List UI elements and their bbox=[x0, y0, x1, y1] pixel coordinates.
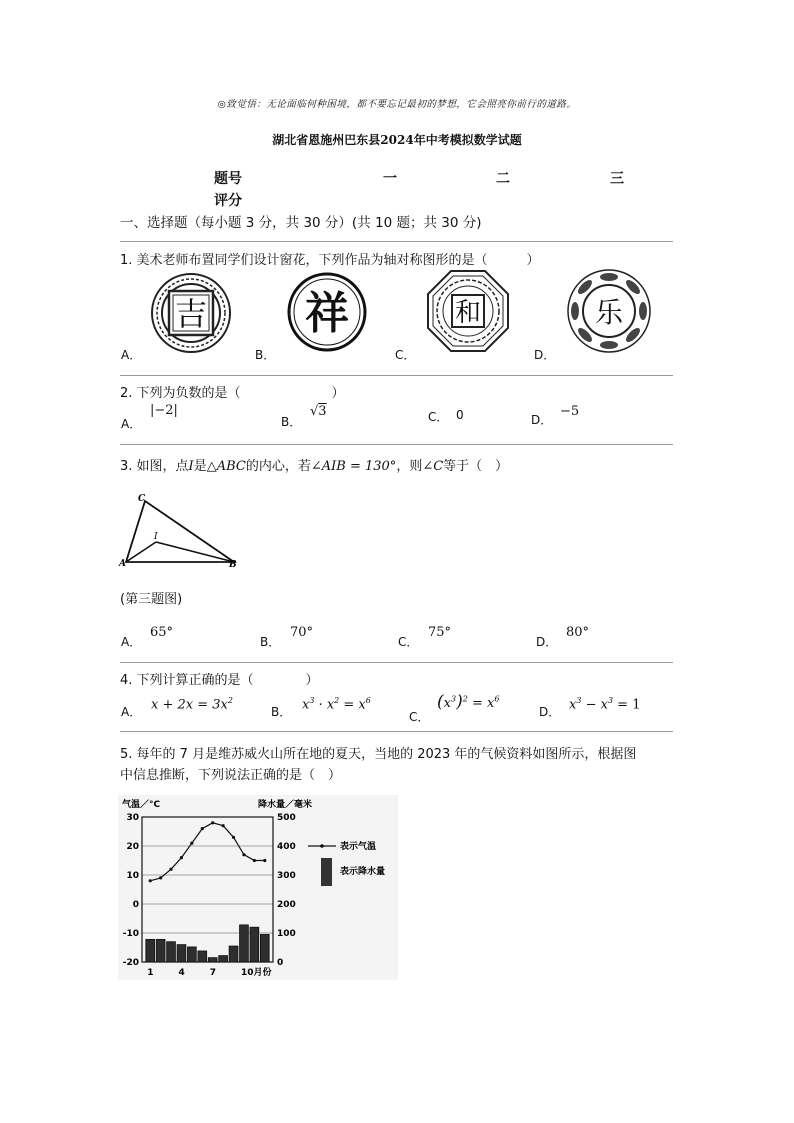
precipitation-bar bbox=[187, 947, 196, 962]
right-tick-label: 0 bbox=[277, 958, 284, 968]
q3-text-3: 的内心，若 bbox=[245, 459, 311, 474]
precipitation-bar bbox=[198, 951, 207, 962]
q3-text-2: 是 bbox=[193, 459, 207, 474]
q2-option-d-value: −5 bbox=[560, 404, 580, 419]
right-tick-label: 300 bbox=[277, 871, 296, 881]
paper-cut-xiang-icon bbox=[287, 272, 367, 352]
precipitation-bar bbox=[167, 942, 176, 962]
score-col-2: 二 bbox=[496, 171, 510, 187]
divider bbox=[120, 375, 673, 376]
legend-line-marker bbox=[320, 844, 324, 848]
label-i: I bbox=[154, 532, 158, 542]
score-row-label-score: 评分 bbox=[214, 193, 242, 209]
x-tick-label: 1 bbox=[147, 968, 154, 978]
precipitation-bar bbox=[146, 939, 155, 962]
question-1-stem: 1. 美术老师布置同学们设计窗花，下列作品为轴对称图形的是（ ） bbox=[120, 253, 540, 268]
legend-bar-swatch bbox=[321, 858, 332, 886]
left-tick-label: 30 bbox=[126, 813, 139, 823]
left-tick-label: 0 bbox=[132, 900, 139, 910]
question-4-stem: 4. 下列计算正确的是（ ） bbox=[120, 673, 319, 688]
temperature-point bbox=[159, 876, 162, 879]
precipitation-bar bbox=[219, 956, 228, 962]
score-col-3: 三 bbox=[610, 171, 624, 187]
temperature-point bbox=[149, 879, 152, 882]
q3-option-a-value: 65° bbox=[150, 625, 174, 640]
left-tick-label: 10 bbox=[126, 871, 139, 881]
q4-option-a-expr: $x + 2x = 3x^2$ bbox=[151, 696, 233, 713]
q3-text-4: ，则 bbox=[396, 459, 423, 474]
q3-triangle: △ABC bbox=[206, 459, 246, 474]
right-tick-label: 500 bbox=[277, 813, 296, 823]
precipitation-bar bbox=[156, 939, 165, 962]
section-heading: 一、选择题（每小题 3 分，共 30 分）(共 10 题；共 30 分) bbox=[120, 215, 482, 231]
q3-option-d-label[interactable]: D． bbox=[536, 635, 558, 649]
q4-option-a-label[interactable]: A． bbox=[121, 705, 142, 719]
question-3-stem bbox=[120, 455, 508, 474]
score-row-label-number: 题号 bbox=[214, 171, 242, 187]
q3-point-i: I bbox=[188, 459, 194, 474]
q2-option-b-value: √3 bbox=[310, 404, 327, 419]
temperature-point bbox=[180, 856, 183, 859]
question-5-stem-line1: 5. 每年的 7 月是维苏威火山所在地的夏天，当地的 2023 年的气候资料如图所示，根据图 bbox=[120, 747, 637, 762]
left-tick-label: -20 bbox=[122, 958, 139, 968]
climate-chart bbox=[118, 795, 398, 980]
question-5-stem-line2: 中信息推断，下列说法正确的是（ ） bbox=[120, 768, 342, 783]
right-axis-label: 降水量／毫米 bbox=[258, 800, 313, 810]
precipitation-bar bbox=[208, 958, 217, 962]
label-b: B bbox=[229, 560, 237, 570]
paper-cut-he-icon bbox=[426, 269, 510, 353]
precipitation-bar bbox=[229, 946, 238, 962]
legend-line-label: 表示气温 bbox=[340, 842, 377, 852]
divider bbox=[120, 444, 673, 445]
q2-option-c-value: 0 bbox=[456, 408, 464, 422]
right-tick-label: 100 bbox=[277, 929, 296, 939]
precipitation-bar bbox=[240, 925, 249, 962]
q2-option-a-value: |−2| bbox=[150, 403, 178, 418]
temperature-point bbox=[201, 827, 204, 830]
q4-option-d-expr: $x^3 - x^3 = 1$ bbox=[569, 696, 641, 713]
figure-caption: (第三题图) bbox=[120, 592, 183, 607]
paper-cut-le-icon bbox=[566, 268, 652, 354]
q4-option-c-label[interactable]: C． bbox=[409, 710, 430, 724]
right-tick-label: 400 bbox=[277, 842, 296, 852]
legend-bar-label: 表示降水量 bbox=[340, 867, 386, 877]
label-c: C bbox=[138, 494, 146, 504]
q2-option-a-label[interactable]: A． bbox=[121, 417, 142, 431]
temperature-point bbox=[211, 821, 214, 824]
q1-option-c[interactable]: C． bbox=[395, 348, 416, 362]
temperature-point bbox=[253, 859, 256, 862]
divider bbox=[120, 662, 673, 663]
x-tick-label: 4 bbox=[178, 968, 185, 978]
x-tick-label: 7 bbox=[209, 968, 216, 978]
left-axis-label: 气温／°C bbox=[122, 800, 161, 810]
label-a: A bbox=[119, 559, 126, 569]
q2-option-d-label[interactable]: D． bbox=[531, 413, 553, 427]
paper-cut-ji-icon bbox=[150, 272, 232, 354]
q3-option-d-value: 80° bbox=[566, 625, 590, 640]
temperature-point bbox=[222, 824, 225, 827]
paper-cut-char-2: 祥 bbox=[305, 288, 349, 339]
q3-asked-angle: ∠C bbox=[422, 459, 444, 474]
left-tick-label: 20 bbox=[126, 842, 139, 852]
precipitation-bar bbox=[260, 934, 269, 962]
divider bbox=[120, 241, 673, 242]
precipitation-bar bbox=[250, 927, 259, 962]
temperature-point bbox=[242, 853, 245, 856]
q4-option-b-label[interactable]: B． bbox=[271, 705, 292, 719]
motto-line: ◎致觉悟：无论面临何种困境，都不要忘记最初的梦想，它会照亮你前行的道路。 bbox=[217, 99, 577, 110]
q3-option-b-label[interactable]: B． bbox=[260, 635, 281, 649]
temperature-point bbox=[232, 836, 235, 839]
q2-option-b-label[interactable]: B． bbox=[281, 415, 302, 429]
q3-option-b-value: 70° bbox=[290, 625, 314, 640]
score-col-1: 一 bbox=[383, 171, 397, 187]
paper-cut-char-3: 和 bbox=[454, 298, 482, 328]
temperature-point bbox=[190, 842, 193, 845]
q1-option-d[interactable]: D． bbox=[534, 348, 556, 362]
paper-cut-char-4: 乐 bbox=[594, 296, 624, 329]
precipitation-bar bbox=[177, 945, 186, 962]
q3-option-c-value: 75° bbox=[428, 625, 452, 640]
q2-option-c-label[interactable]: C． bbox=[428, 410, 449, 424]
q1-option-b[interactable]: B． bbox=[255, 348, 276, 362]
triangle-figure bbox=[116, 490, 246, 570]
divider bbox=[120, 731, 673, 732]
temperature-point bbox=[169, 868, 172, 871]
q4-option-b-expr: $x^3 \cdot x^2 = x^6$ bbox=[302, 696, 371, 713]
temperature-point bbox=[263, 859, 266, 862]
q3-option-a-label[interactable]: A． bbox=[121, 635, 142, 649]
q3-option-c-label[interactable]: C． bbox=[398, 635, 419, 649]
q4-option-d-label[interactable]: D． bbox=[539, 705, 561, 719]
q4-option-c-expr: $(x^3)^2 = x^6$ bbox=[437, 692, 500, 712]
right-tick-label: 200 bbox=[277, 900, 296, 910]
q3-text-5: 等于（ ） bbox=[443, 459, 509, 474]
q3-text-1: 3. 如图，点 bbox=[120, 459, 189, 474]
left-tick-label: -10 bbox=[122, 929, 139, 939]
sqrt-radicand: 3 bbox=[318, 404, 327, 419]
question-2-stem: 2. 下列为负数的是（ ） bbox=[120, 386, 345, 401]
q3-condition: ∠AIB = 130° bbox=[310, 459, 397, 474]
paper-cut-char-1: 吉 bbox=[174, 295, 208, 333]
x-tick-label: 10月份 bbox=[240, 968, 272, 978]
q1-option-a[interactable]: A． bbox=[121, 348, 142, 362]
exam-title: 湖北省恩施州巴东县2024年中考模拟数学试题 bbox=[272, 133, 522, 147]
